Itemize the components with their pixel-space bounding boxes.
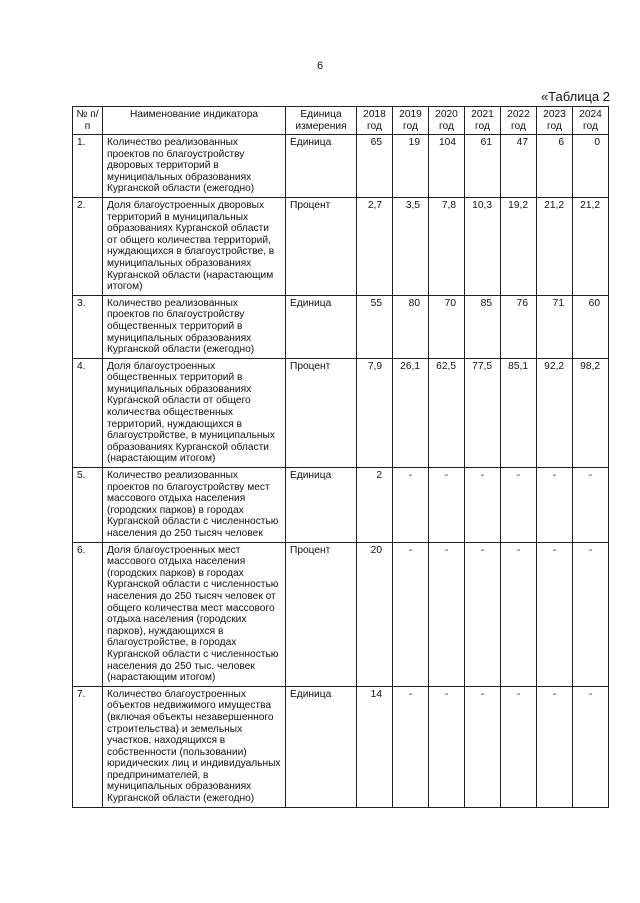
unit-of-measure: Процент bbox=[286, 197, 357, 295]
year-value: - bbox=[465, 542, 501, 686]
header-year: 2022 год bbox=[501, 107, 537, 135]
year-value: 92,2 bbox=[537, 358, 573, 467]
unit-of-measure: Процент bbox=[286, 358, 357, 467]
header-year: 2023 год bbox=[537, 107, 573, 135]
table-row bbox=[73, 135, 609, 198]
row-number: 7. bbox=[73, 686, 103, 807]
indicators-table bbox=[72, 106, 609, 808]
indicator-name: Количество реализованных проектов по благоустройству дворовых территорий в муниципальных образованиях Курганской области (ежегодно) bbox=[103, 135, 286, 198]
header-no: № п/п bbox=[73, 107, 103, 135]
table-caption: «Таблица 2 bbox=[540, 89, 610, 104]
year-value: - bbox=[573, 686, 609, 807]
year-value: - bbox=[393, 468, 429, 543]
page-number: 6 bbox=[316, 60, 324, 72]
year-value: - bbox=[429, 686, 465, 807]
year-value: - bbox=[573, 468, 609, 543]
row-number: 5. bbox=[73, 468, 103, 543]
table-header-row bbox=[73, 107, 609, 135]
header-year: 2019 год bbox=[393, 107, 429, 135]
year-value: 10,3 bbox=[465, 197, 501, 295]
header-name: Наименование индикатора bbox=[103, 107, 286, 135]
year-value: 76 bbox=[501, 295, 537, 358]
row-number: 4. bbox=[73, 358, 103, 467]
year-value: 71 bbox=[537, 295, 573, 358]
year-value: 55 bbox=[357, 295, 393, 358]
indicator-name: Доля благоустроенных дворовых территорий в муниципальных образованиях Курганской области от общего количества территорий, нуждающихся в благоустройстве, в муниципальных образованиях Курганской области (нарастающим итогом) bbox=[103, 197, 286, 295]
year-value: 14 bbox=[357, 686, 393, 807]
year-value: - bbox=[501, 542, 537, 686]
header-year: 2021 год bbox=[465, 107, 501, 135]
year-value: - bbox=[429, 468, 465, 543]
year-value: 19 bbox=[393, 135, 429, 198]
header-year: 2020 год bbox=[429, 107, 465, 135]
year-value: 20 bbox=[357, 542, 393, 686]
year-value: - bbox=[537, 468, 573, 543]
header-year: 2018 год bbox=[357, 107, 393, 135]
year-value: 2,7 bbox=[357, 197, 393, 295]
year-value: - bbox=[501, 686, 537, 807]
year-value: 80 bbox=[393, 295, 429, 358]
table-row bbox=[73, 686, 609, 807]
year-value: 60 bbox=[573, 295, 609, 358]
year-value: 2 bbox=[357, 468, 393, 543]
year-value: 70 bbox=[429, 295, 465, 358]
row-number: 3. bbox=[73, 295, 103, 358]
table-row bbox=[73, 295, 609, 358]
row-number: 1. bbox=[73, 135, 103, 198]
year-value: 62,5 bbox=[429, 358, 465, 467]
indicator-name: Доля благоустроенных мест массового отдыха населения (городских парков) в городах Курганской области с численностью населения до 250 тысяч человек от общего количества мест массового отдыха населения (городских парков), нуждающихся в благоустройстве, в городах Курганской области с численностью населения до 250 тыс. человек (нарастающим итогом) bbox=[103, 542, 286, 686]
table-row bbox=[73, 542, 609, 686]
year-value: 7,8 bbox=[429, 197, 465, 295]
indicator-name: Доля благоустроенных общественных территорий в муниципальных образованиях Курганской области от общего количества общественных территорий, нуждающихся в благоустройстве, в муниципальных образованиях Курганской области (нарастающим итогом) bbox=[103, 358, 286, 467]
table-row bbox=[73, 197, 609, 295]
indicator-name: Количество благоустроенных объектов недвижимого имущества (включая объекты незавершенного строительства) и земельных участков, находящихся в собственности (пользовании) юридических лиц и индивидуальных предпринимателей, в муниципальных образованиях Курганской области (ежегодно) bbox=[103, 686, 286, 807]
unit-of-measure: Единица bbox=[286, 686, 357, 807]
row-number: 2. bbox=[73, 197, 103, 295]
year-value: - bbox=[537, 686, 573, 807]
unit-of-measure: Единица bbox=[286, 135, 357, 198]
table-row bbox=[73, 468, 609, 543]
year-value: 6 bbox=[537, 135, 573, 198]
row-number: 6. bbox=[73, 542, 103, 686]
year-value: - bbox=[465, 686, 501, 807]
year-value: 47 bbox=[501, 135, 537, 198]
year-value: 21,2 bbox=[573, 197, 609, 295]
year-value: 3,5 bbox=[393, 197, 429, 295]
year-value: 104 bbox=[429, 135, 465, 198]
year-value: - bbox=[393, 542, 429, 686]
year-value: 19,2 bbox=[501, 197, 537, 295]
unit-of-measure: Единица bbox=[286, 295, 357, 358]
year-value: 65 bbox=[357, 135, 393, 198]
indicator-name: Количество реализованных проектов по благоустройству общественных территорий в муниципальных образованиях Курганской области (ежегодно) bbox=[103, 295, 286, 358]
indicator-name: Количество реализованных проектов по благоустройству мест массового отдыха населения (городских парков) в городах Курганской области с численностью населения до 250 тысяч человек bbox=[103, 468, 286, 543]
year-value: - bbox=[501, 468, 537, 543]
year-value: - bbox=[537, 542, 573, 686]
unit-of-measure: Единица bbox=[286, 468, 357, 543]
year-value: 77,5 bbox=[465, 358, 501, 467]
year-value: 98,2 bbox=[573, 358, 609, 467]
year-value: - bbox=[573, 542, 609, 686]
header-year: 2024 год bbox=[573, 107, 609, 135]
year-value: 21,2 bbox=[537, 197, 573, 295]
year-value: - bbox=[393, 686, 429, 807]
year-value: 85,1 bbox=[501, 358, 537, 467]
table-row bbox=[73, 358, 609, 467]
year-value: 7,9 bbox=[357, 358, 393, 467]
year-value: - bbox=[429, 542, 465, 686]
unit-of-measure: Процент bbox=[286, 542, 357, 686]
header-unit: Единица измерения bbox=[286, 107, 357, 135]
year-value: 26,1 bbox=[393, 358, 429, 467]
year-value: 85 bbox=[465, 295, 501, 358]
year-value: 0 bbox=[573, 135, 609, 198]
year-value: 61 bbox=[465, 135, 501, 198]
year-value: - bbox=[465, 468, 501, 543]
